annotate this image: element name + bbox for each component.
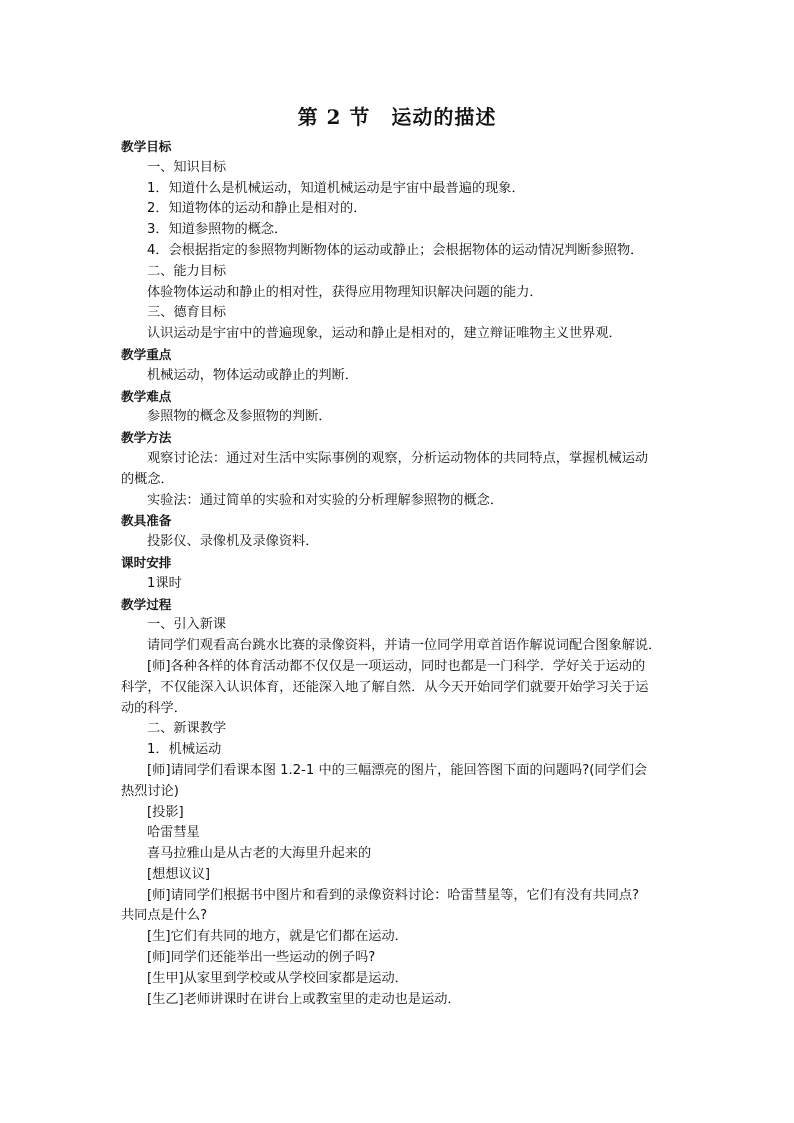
- paragraph-line: [生甲]从家里到学校或从学校回家都是运动．: [147, 970, 408, 986]
- paragraph-continuation-line: 的概念．: [121, 471, 174, 487]
- paragraph-line: 一、引入新课: [147, 617, 227, 633]
- paragraph-line: [师]各种各样的体育活动都不仅仅是一项运动，同时也都是一门科学．学好关于运动的: [147, 658, 646, 674]
- paragraph-line: 三、德育目标: [147, 305, 227, 321]
- paragraph-line: 参照物的概念及参照物的判断．: [147, 409, 332, 425]
- paragraph-line: [生乙]老师讲课时在讲台上或教室里的走动也是运动．: [147, 991, 461, 1007]
- paragraph-line: 认识运动是宇宙中的普遍现象，运动和静止是相对的，建立辩证唯物主义世界观．: [147, 326, 622, 342]
- paragraph-line: [投影]: [147, 804, 184, 820]
- section-heading: 教学重点: [121, 346, 172, 362]
- paragraph-line: 1．知道什么是机械运动，知道机械运动是宇宙中最普遍的现象．: [147, 180, 525, 196]
- paragraph-continuation-line: 动的科学．: [121, 700, 187, 716]
- paragraph-line: 机械运动，物体运动或静止的判断．: [147, 367, 358, 383]
- section-heading: 教学方法: [121, 430, 172, 446]
- paragraph-line: 喜马拉雅山是从古老的大海里升起来的: [147, 846, 372, 862]
- paragraph-continuation-line: 共同点是什么?: [121, 908, 208, 924]
- paragraph-line: 4．会根据指定的参照物判断物体的运动或静止；会根据物体的运动情况判断参照物．: [147, 242, 644, 258]
- paragraph-line: 观察讨论法：通过对生活中实际事例的观察，分析运动物体的共同特点，掌握机械运动: [147, 450, 649, 466]
- paragraph-line: 请同学们观看高台跳水比赛的录像资料，并请一位同学用章首语作解说词配合图象解说．: [147, 638, 662, 654]
- paragraph-line: 实验法：通过简单的实验和对实验的分析理解参照物的概念．: [147, 492, 504, 508]
- paragraph-line: [师]请同学们根据书中图片和看到的录像资料讨论：哈雷彗星等，它们有没有共同点?: [147, 887, 640, 903]
- section-heading: 教学目标: [121, 139, 172, 154]
- section-heading: 教学难点: [121, 388, 172, 404]
- paragraph-line: 一、知识目标: [147, 159, 227, 175]
- paragraph-continuation-line: 科学，不仅能深入认识体育，还能深入地了解自然．从今天开始同学们就要开始学习关于运: [121, 679, 649, 695]
- paragraph-line: [想想议议]: [147, 866, 211, 882]
- paragraph-line: 二、新课教学: [147, 721, 227, 737]
- paragraph-line: [生]它们有共同的地方，就是它们都在运动．: [147, 929, 408, 945]
- paragraph-line: 1课时: [147, 575, 182, 591]
- paragraph-continuation-line: 热烈讨论): [121, 783, 179, 799]
- section-heading: 教学过程: [121, 596, 172, 612]
- paragraph-line: 哈雷彗星: [147, 825, 200, 841]
- section-heading: 教具准备: [121, 513, 172, 529]
- paragraph-line: 投影仪、录像机及录像资料．: [147, 534, 319, 550]
- paragraph-line: 体验物体运动和静止的相对性，获得应用物理知识解决问题的能力．: [147, 284, 543, 300]
- paragraph-line: 1．机械运动: [147, 742, 222, 758]
- paragraph-line: 2．知道物体的运动和静止是相对的．: [147, 201, 367, 217]
- paragraph-line: 二、能力目标: [147, 263, 227, 279]
- section-heading: 课时安排: [121, 554, 172, 570]
- paragraph-line: 3．知道参照物的概念．: [147, 222, 288, 238]
- paragraph-line: [师]请同学们看课本图 1.2-1 中的三幅漂亮的图片，能回答图下面的问题吗?(同学们会: [147, 762, 648, 778]
- paragraph-line: [师]同学们还能举出一些运动的例子吗?: [147, 950, 376, 966]
- document-title: 第 2 节 运动的描述: [297, 105, 497, 129]
- document-body: [121, 137, 681, 1010]
